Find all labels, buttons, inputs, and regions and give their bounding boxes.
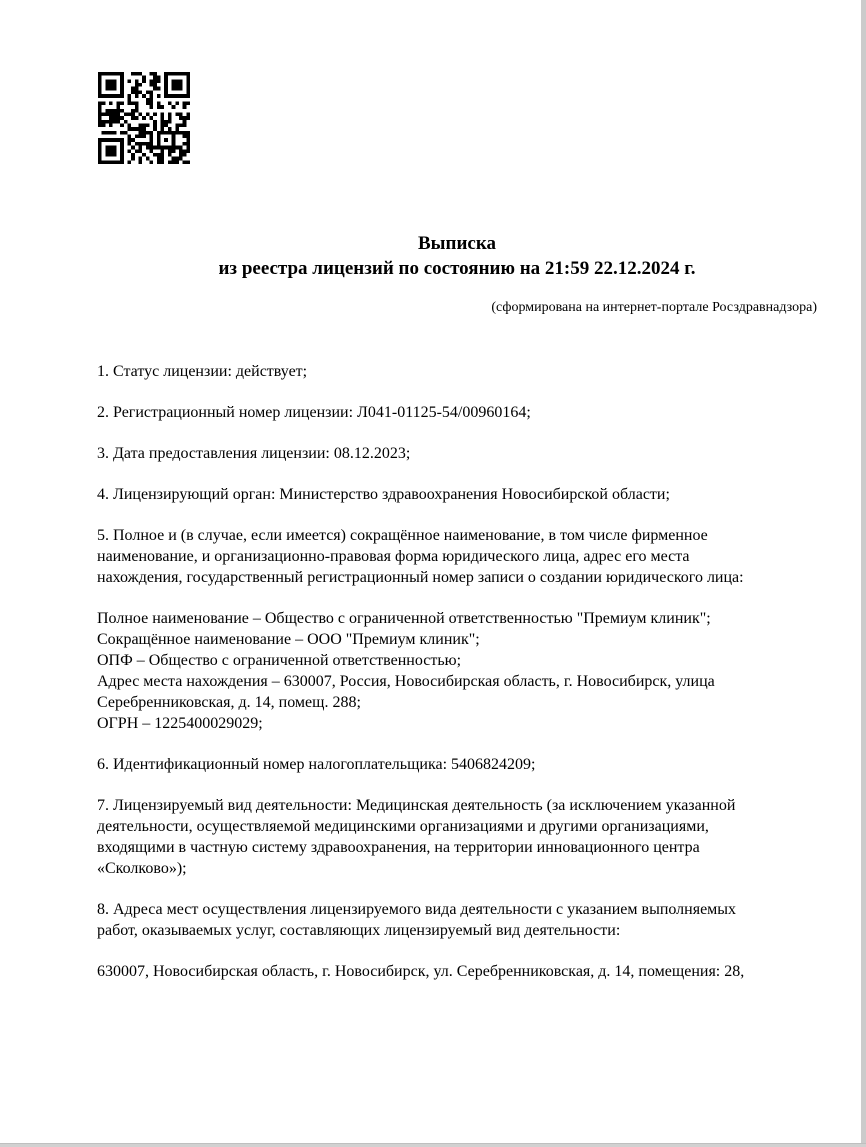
paragraph <box>97 402 821 423</box>
page-edge-right <box>861 0 866 1147</box>
paragraph <box>97 443 821 464</box>
document-line: 7. Лицензируемый вид деятельности: Медицинская деятельность (за исключением указанной <box>97 797 736 814</box>
document-line: наименование, и организационно-правовая форма юридического лица, адрес его места <box>97 548 690 565</box>
paragraph <box>97 899 821 941</box>
document-line: 5. Полное и (в случае, если имеется) сокращённое наименование, в том числе фирменное <box>97 527 708 544</box>
paragraph <box>97 608 821 734</box>
document-line: деятельности, осуществляемой медицинскими организациями и другими организациями, <box>97 818 709 835</box>
page-edge-bottom <box>0 1143 866 1147</box>
paragraph <box>97 525 821 588</box>
document-line: 8. Адреса мест осуществления лицензируемого вида деятельности с указанием выполняемых <box>97 901 737 918</box>
document-subtitle: (сформирована на интернет-портале Росздравнадзора) <box>491 300 817 315</box>
document-title <box>97 231 817 281</box>
document-line: Серебренниковская, д. 14, помещ. 288; <box>97 694 361 711</box>
document-line: входящими в частную систему здравоохранения, на территории инновационного центра <box>97 839 700 856</box>
document-line: 630007, Новосибирская область, г. Новосибирск, ул. Серебренниковская, д. 14, помещения: 28, <box>97 963 745 980</box>
paragraph <box>97 961 821 982</box>
document-body <box>97 361 821 982</box>
document-line: Адрес места нахождения – 630007, Россия, Новосибирская область, г. Новосибирск, улица <box>97 673 715 690</box>
paragraph <box>97 754 821 775</box>
document-title-line2: из реестра лицензий по состоянию на 21:59 22.12.2024 г. <box>218 258 696 279</box>
document-line: 1. Статус лицензии: действует; <box>97 363 308 380</box>
document-line: работ, оказываемых услуг, составляющих лицензируемый вид деятельности: <box>97 922 621 939</box>
document-line: 4. Лицензирующий орган: Министерство здравоохранения Новосибирской области; <box>97 486 670 503</box>
document-line: 6. Идентификационный номер налогоплательщика: 5406824209; <box>97 756 536 773</box>
document-line: нахождения, государственный регистрационный номер записи о создании юридического лица: <box>97 569 744 586</box>
document-title-line1: Выписка <box>418 233 496 254</box>
document-line: Сокращённое наименование – ООО "Премиум клиник"; <box>97 631 480 648</box>
document-line: Полное наименование – Общество с ограниченной ответственностью "Премиум клиник"; <box>97 610 711 627</box>
document-line: «Сколково»); <box>97 860 187 877</box>
paragraph <box>97 361 821 382</box>
qr-code-icon <box>98 72 190 164</box>
paragraph <box>97 795 821 879</box>
document-line: 3. Дата предоставления лицензии: 08.12.2023; <box>97 445 411 462</box>
document-line: 2. Регистрационный номер лицензии: Л041-01125-54/00960164; <box>97 404 531 421</box>
paragraph <box>97 484 821 505</box>
document-line: ОГРН – 1225400029029; <box>97 715 263 732</box>
document-line: ОПФ – Общество с ограниченной ответственностью; <box>97 652 462 669</box>
